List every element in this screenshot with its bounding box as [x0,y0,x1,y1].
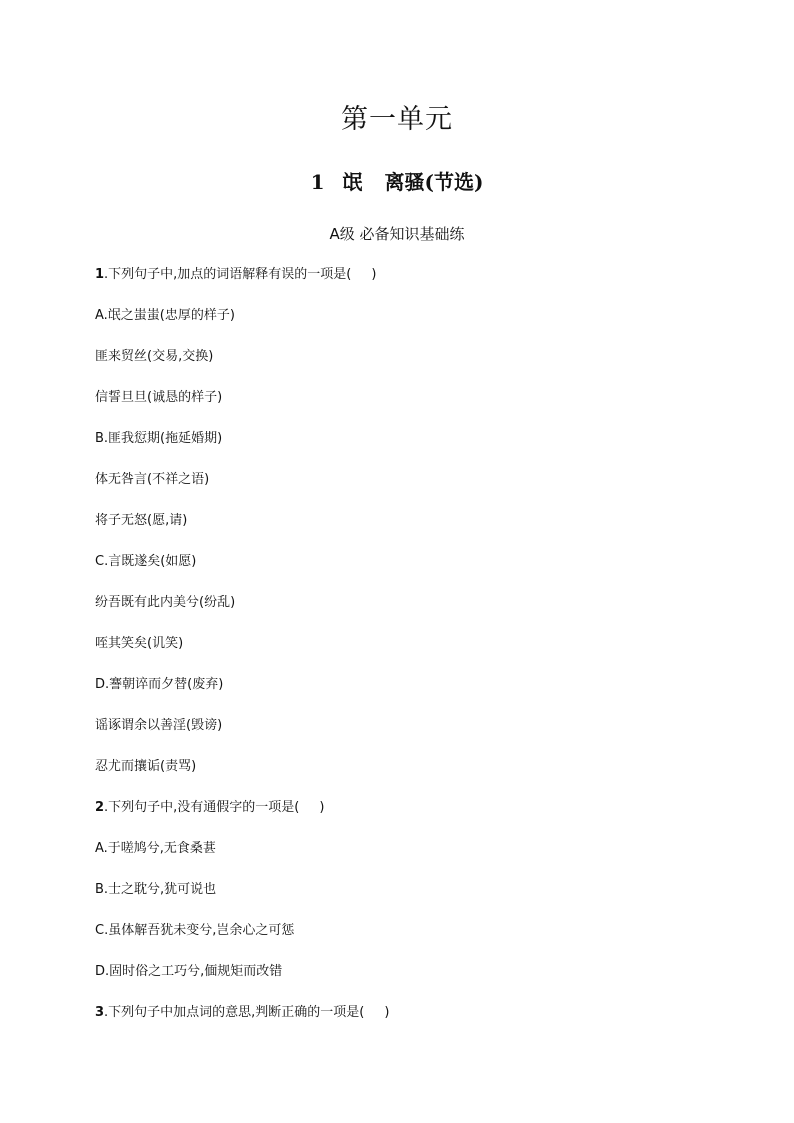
unit-title: 第一单元 [341,104,453,135]
level-title: A级 必备知识基础练 [329,225,465,243]
option-line: 将子无怒(愿,请) [95,513,188,528]
lesson-number: 1 [310,170,325,194]
option-line: 纷吾既有此内美兮(纷乱) [95,595,236,610]
option-line: D.謇朝谇而夕替(废弃) [95,677,224,692]
option-line: 体无咎言(不祥之语) [95,472,210,487]
option-line: 信誓旦旦(诚恳的样子) [95,390,223,405]
question-3-stem [95,1001,715,1042]
option-line: C.虽体解吾犹未变兮,岂余心之可惩 [95,923,295,938]
lesson-title [0,165,794,199]
question-text: .下列句子中,没有通假字的一项是( [104,800,300,815]
question-number: 1 [95,267,105,282]
lesson-title-part2: 离骚(节选) [384,170,484,194]
question-text: .下列句子中,加点的词语解释有误的一项是( [104,267,352,282]
option-line: 匪来贸丝(交易,交换) [95,349,214,364]
question-paren-close: ) [384,1005,390,1020]
option-line: B.匪我愆期(拖延婚期) [95,431,223,446]
lesson-title-part1: 氓 [342,170,363,194]
question-paren-close: ) [371,267,377,282]
option-line: A.氓之蚩蚩(忠厚的样子) [95,308,235,323]
question-number: 3 [95,1005,105,1020]
question-1-stem [95,263,715,304]
question-text: .下列句子中加点词的意思,判断正确的一项是( [104,1005,365,1020]
option-line: C.言既遂矣(如愿) [95,554,197,569]
option-line: 忍尤而攘诟(责骂) [95,759,197,774]
option-line: A.于嗟鸠兮,无食桑葚 [95,841,216,856]
option-line: D.固时俗之工巧兮,偭规矩而改错 [95,964,283,979]
option-line: 咥其笑矣(讥笑) [95,636,184,651]
question-2-stem [95,796,715,837]
question-list [95,263,715,1042]
option-line: 谣诼谓余以善淫(毁谤) [95,718,223,733]
question-number: 2 [95,800,105,815]
option-line: B.士之耽兮,犹可说也 [95,882,217,897]
question-paren-close: ) [319,800,325,815]
